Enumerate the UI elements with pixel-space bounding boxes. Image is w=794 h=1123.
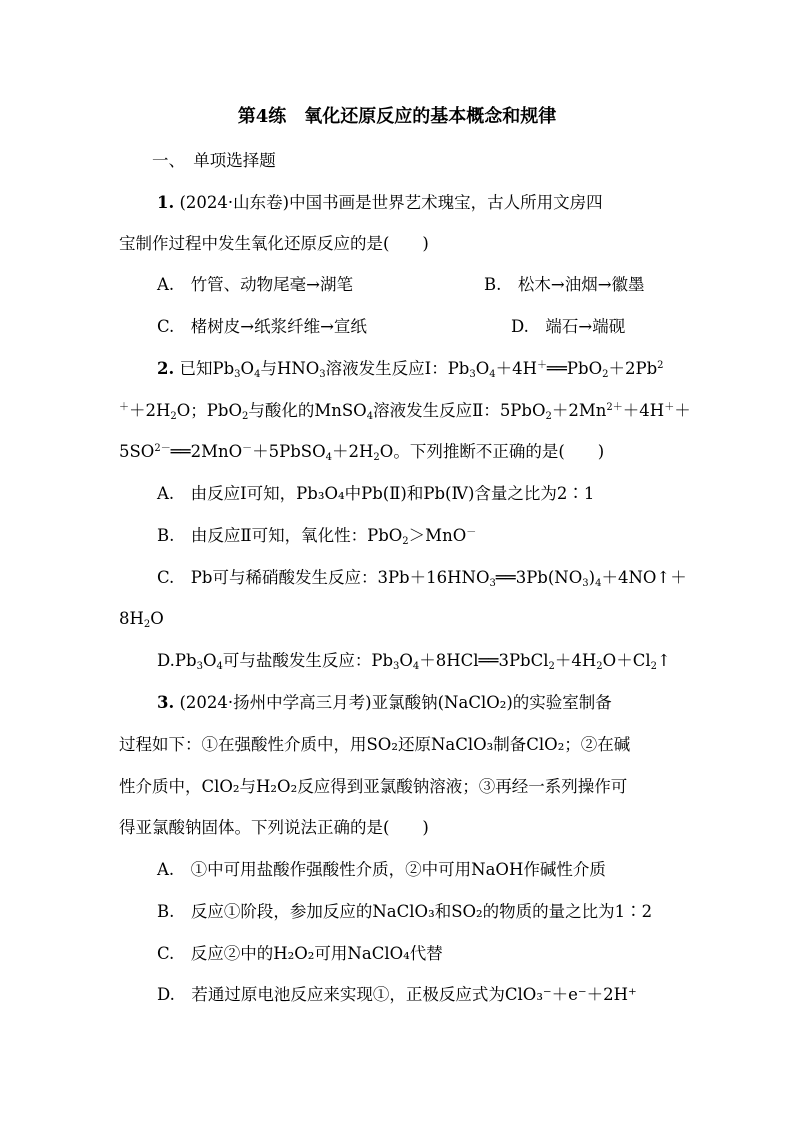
- question-3-line-4: 得亚氯酸钠固体。下列说法正确的是( ): [119, 818, 429, 837]
- q3-option-c: C. 反应②中的H₂O₂可用NaClO₄代替: [157, 944, 443, 963]
- question-3-line-2: 过程如下：①在强酸性介质中，用SO₂还原NaClO₃制备ClO₂；②在碱: [119, 735, 631, 754]
- q2-option-b: B. 由反应Ⅱ可知，氧化性：PbO$_2$＞MnO－: [157, 526, 477, 547]
- question-2-line-2: $^++2H_2O$；PbO$_2$与酸化的MnSO$_4$溶液发生反应Ⅱ：$5PbO_2+2Mn^{2+}+4H^++$: [119, 401, 691, 422]
- section-heading: 一、 单项选择题: [152, 151, 276, 170]
- question-number: 3.: [157, 693, 175, 712]
- q1-option-d: D. 端石→端砚: [511, 317, 626, 336]
- question-1-line-2: 宝制作过程中发生氧化还原反应的是( ): [119, 234, 429, 253]
- question-source: (2024·山东卷): [179, 193, 290, 212]
- question-2-line-3: $5SO^{2-}══2MnO^-+5PbSO_4+2H_2O$。下列推断不正确的是( ): [119, 442, 605, 463]
- q1-option-b: B. 松木→油烟→徽墨: [484, 275, 645, 294]
- q2-option-c-line-1: C. Pb可与稀硝酸发生反应：$3Pb+16HNO_3══3Pb(NO_3)_4+4NO↑+$: [157, 568, 687, 589]
- question-3-line-1: 3. (2024·扬州中学高三月考)亚氯酸钠(NaClO₂)的实验室制备: [157, 693, 612, 712]
- question-number: 1.: [157, 193, 175, 212]
- question-stem: 中国书画是世界艺术瑰宝，古人所用文房四: [289, 193, 603, 212]
- q3-option-a: A. ①中可用盐酸作强酸性介质，②中可用NaOH作碱性介质: [157, 860, 606, 879]
- q1-option-c: C. 楮树皮→纸浆纤维→宣纸: [157, 317, 367, 336]
- question-number: 2.: [157, 359, 175, 378]
- q1-option-a: A. 竹管、动物尾毫→湖笔: [157, 275, 353, 294]
- question-source: (2024·扬州中学高三月考): [179, 693, 372, 712]
- question-3-line-3: 性介质中，ClO₂与H₂O₂反应得到亚氯酸钠溶液；③再经一系列操作可: [119, 777, 628, 796]
- q2-option-a: A. 由反应Ⅰ可知，Pb₃O₄中Pb(Ⅱ)和Pb(Ⅳ)含量之比为2∶1: [157, 484, 595, 503]
- question-2-line-1: 2. 已知$Pb_3O_4$与$HNO_3$溶液发生反应Ⅰ：$Pb_3O_4+4H^+══PbO_2+2Pb^2$: [157, 359, 664, 380]
- q3-option-d: D. 若通过原电池反应来实现①，正极反应式为ClO₃⁻＋e⁻＋2H⁺: [157, 985, 637, 1004]
- q2-option-c-line-2: $8H_2O$: [119, 609, 164, 630]
- question-1-line-1: [157, 192, 603, 214]
- q2-option-d: $D.Pb_3O_4$可与盐酸发生反应：$Pb_3O_4+8HCl══3PbCl_2+4H_2O+Cl_2↑$: [157, 651, 671, 672]
- page-title: 第4练 氧化还原反应的基本概念和规律: [237, 106, 557, 127]
- q3-option-b: B. 反应①阶段，参加反应的NaClO₃和SO₂的物质的量之比为1∶2: [157, 902, 653, 921]
